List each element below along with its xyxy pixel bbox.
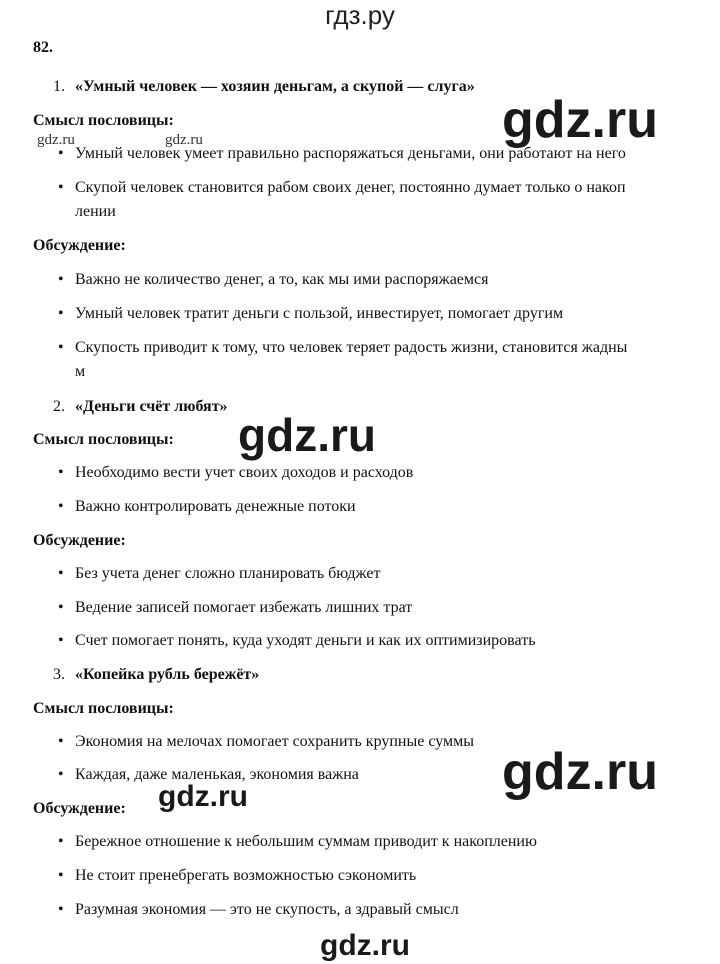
bullet-icon: • (58, 339, 64, 356)
bullet-text: Скупой человек становится рабом своих денег, постоянно думает только о накоп (75, 179, 626, 196)
bullet-item (58, 598, 412, 618)
bullet-icon: • (58, 565, 64, 582)
bullet-item (58, 304, 563, 324)
bullet-continuation (58, 202, 116, 222)
site-header: гдз.ру (325, 0, 395, 30)
watermark-gdz-large-bottom: gdz.ru (502, 743, 658, 801)
bullet-icon: • (58, 867, 64, 884)
bullet-item (58, 900, 459, 920)
bullet-text: Умный человек умеет правильно распоряжаться деньгами, они работают на него (75, 145, 626, 162)
bullet-text: Скупость приводит к тому, что человек теряет радость жизни, становится жадны (75, 339, 628, 356)
bullet-item (58, 732, 474, 752)
bullet-item (58, 866, 416, 886)
watermark-gdz-medium-bottom: gdz.ru (158, 780, 248, 813)
bullet-text: Экономия на мелочах помогает сохранить крупные суммы (75, 733, 475, 750)
proverb-number: 3. (53, 666, 65, 683)
bullet-item (58, 178, 626, 198)
bullet-item (58, 463, 413, 483)
bullet-text: Важно контролировать денежные потоки (75, 498, 356, 515)
bullet-text: Ведение записей помогает избежать лишних трат (75, 599, 413, 616)
bullet-text: Счет помогает понять, куда уходят деньги и как их оптимизировать (75, 632, 536, 649)
proverb-text: «Деньги счёт любят» (75, 398, 228, 415)
task-number: 82. (33, 39, 53, 56)
bullet-text: лении (75, 203, 116, 220)
watermark-gdz-middle: gdz.ru (238, 409, 376, 461)
bullet-continuation (58, 362, 85, 382)
bullet-icon: • (58, 833, 64, 850)
bullet-text: Без учета денег сложно планировать бюджет (75, 565, 381, 582)
proverb-title-1 (53, 77, 475, 97)
proverb-title-2 (53, 397, 228, 417)
bullet-icon: • (58, 464, 64, 481)
proverb-text: «Копейка рубль бережёт» (75, 666, 260, 683)
bullet-text: Важно не количество денег, а то, как мы ими распоряжаемся (75, 271, 489, 288)
proverb-title-3 (53, 665, 259, 685)
bullet-text: Необходимо вести учет своих доходов и расходов (75, 464, 414, 481)
watermark-gdz-footer: gdz.ru (320, 929, 410, 962)
proverb-number: 1. (53, 78, 65, 95)
bullet-icon: • (58, 901, 64, 918)
bullet-item (58, 497, 356, 517)
watermark-gdz-large-top: gdz.ru (502, 91, 658, 149)
discussion-heading-3: Обсуждение: (33, 800, 126, 817)
bullet-icon: • (58, 599, 64, 616)
meaning-heading-3: Смысл пословицы: (33, 700, 174, 717)
proverb-number: 2. (53, 398, 65, 415)
bullet-item (58, 564, 380, 584)
bullet-item (58, 270, 488, 290)
meaning-heading-2: Смысл пословицы: (33, 431, 174, 448)
bullet-icon: • (58, 766, 64, 783)
bullet-text: Не стоит пренебрегать возможностью сэкономить (75, 867, 417, 884)
discussion-heading-2: Обсуждение: (33, 532, 126, 549)
bullet-icon: • (58, 305, 64, 322)
proverb-text: «Умный человек — хозяин деньгам, а скупой — слуга» (75, 78, 475, 95)
bullet-icon: • (58, 498, 64, 515)
bullet-text: Умный человек тратит деньги с пользой, инвестирует, помогает другим (75, 305, 564, 322)
bullet-item (58, 631, 535, 651)
watermark-gdz-small-2: gdz.ru (165, 132, 203, 148)
bullet-icon: • (58, 632, 64, 649)
bullet-text: Бережное отношение к небольшим суммам приводит к накоплению (75, 833, 537, 850)
bullet-item (58, 338, 627, 358)
bullet-icon: • (58, 733, 64, 750)
bullet-icon: • (58, 271, 64, 288)
watermark-gdz-small-1: gdz.ru (37, 132, 75, 148)
bullet-text: м (75, 363, 86, 380)
bullet-text: Каждая, даже маленькая, экономия важна (75, 766, 359, 783)
bullet-icon: • (58, 179, 64, 196)
bullet-text: Разумная экономия — это не скупость, а здравый смысл (75, 901, 459, 918)
bullet-icon: • (58, 145, 64, 162)
discussion-heading-1: Обсуждение: (33, 237, 126, 254)
bullet-item (58, 832, 537, 852)
meaning-heading-1: Смысл пословицы: (33, 112, 174, 129)
